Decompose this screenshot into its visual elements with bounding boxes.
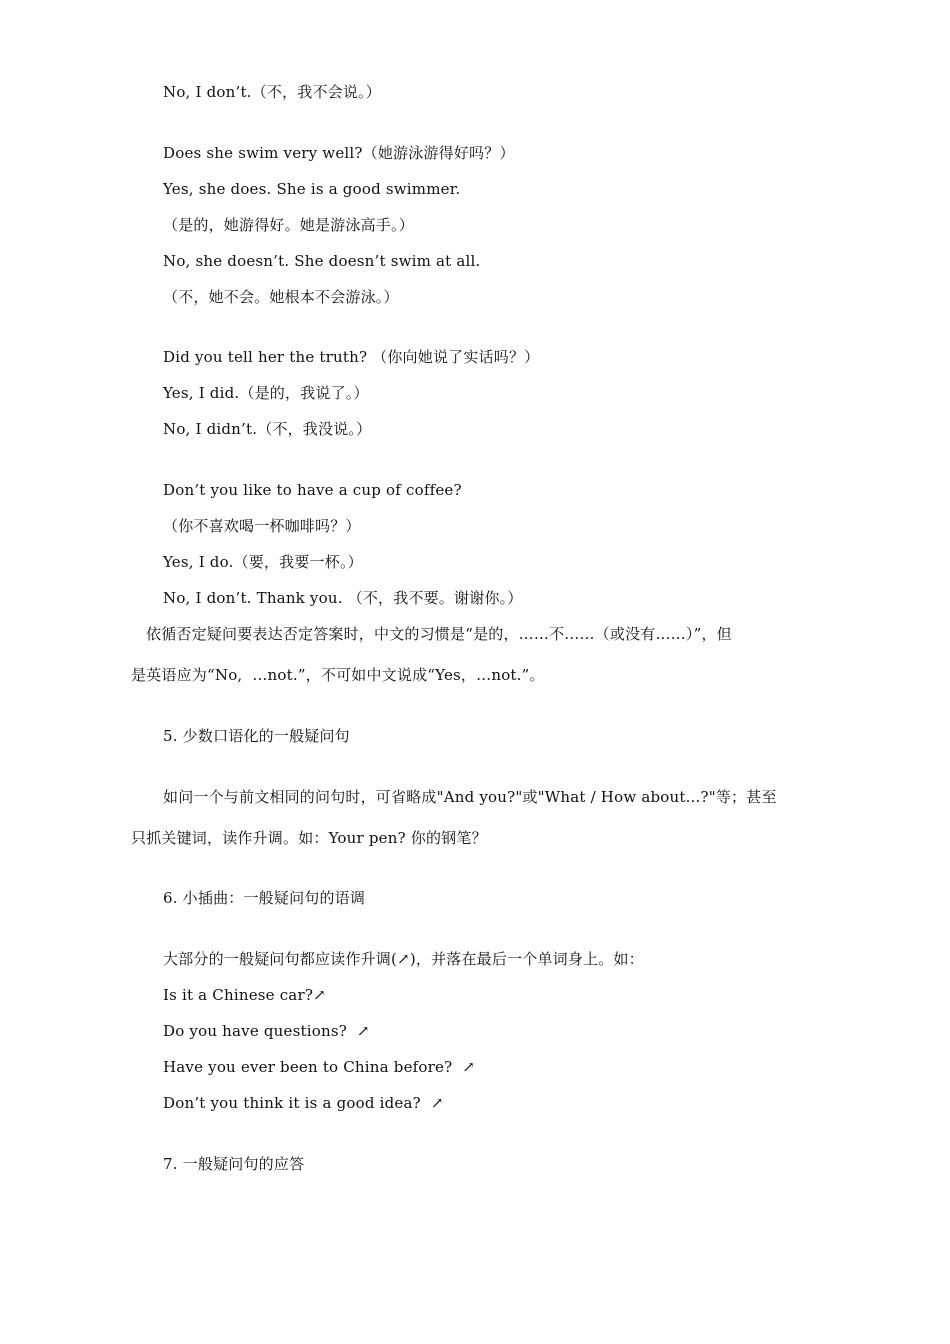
paragraph-line: 是英语应为“No, …not.”，不可如中文说成“Yes，…not.”。: [131, 666, 545, 684]
text-line: Yes, she does. She is a good swimmer.: [163, 180, 461, 198]
paragraph-line: 大部分的一般疑问句都应读作升调(↗)，并落在最后一个单词身上。如：: [163, 950, 644, 968]
paragraph-line: 如问一个与前文相同的问句时，可省略成"And you?"或"What / How about...?"等；甚至: [163, 788, 777, 806]
text-line: （是的，她游得好。她是游泳高手。）: [163, 216, 414, 234]
text-line: Did you tell her the truth? （你向她说了实话吗？）: [163, 348, 540, 366]
paragraph-line: 只抓关键词，读作升调。如：Your pen? 你的钢笔？: [131, 829, 487, 847]
text-line: No, she doesn’t. She doesn’t swim at all.: [163, 252, 481, 270]
text-line: Don’t you like to have a cup of coffee?: [163, 481, 462, 499]
text-line: No, I didn’t.（不，我没说。）: [163, 420, 372, 438]
section-heading: 7. 一般疑问句的应答: [163, 1155, 305, 1173]
example-line: Do you have questions? ↗: [163, 1022, 370, 1040]
text-line: Yes, I did.（是的，我说了。）: [163, 384, 369, 402]
section-heading: 5. 少数口语化的一般疑问句: [163, 727, 350, 745]
example-line: Have you ever been to China before? ↗: [163, 1058, 476, 1076]
text-line: Yes, I do.（要，我要一杯。）: [163, 553, 363, 571]
text-line: No, I don’t. Thank you. （不，我不要。谢谢你。）: [163, 589, 523, 607]
text-line: （你不喜欢喝一杯咖啡吗？）: [163, 517, 361, 535]
example-line: Is it a Chinese car?↗: [163, 986, 326, 1004]
text-line: No, I don’t.（不，我不会说。）: [163, 83, 381, 101]
example-line: Don’t you think it is a good idea? ↗: [163, 1094, 444, 1112]
text-line: Does she swim very well?（她游泳游得好吗？）: [163, 144, 515, 162]
section-heading: 6. 小插曲：一般疑问句的语调: [163, 889, 366, 907]
text-line: （不，她不会。她根本不会游泳。）: [163, 288, 399, 306]
paragraph-line: 依循否定疑问要表达否定答案时，中文的习惯是“是的，……不……（或没有……）”，但: [146, 625, 732, 643]
